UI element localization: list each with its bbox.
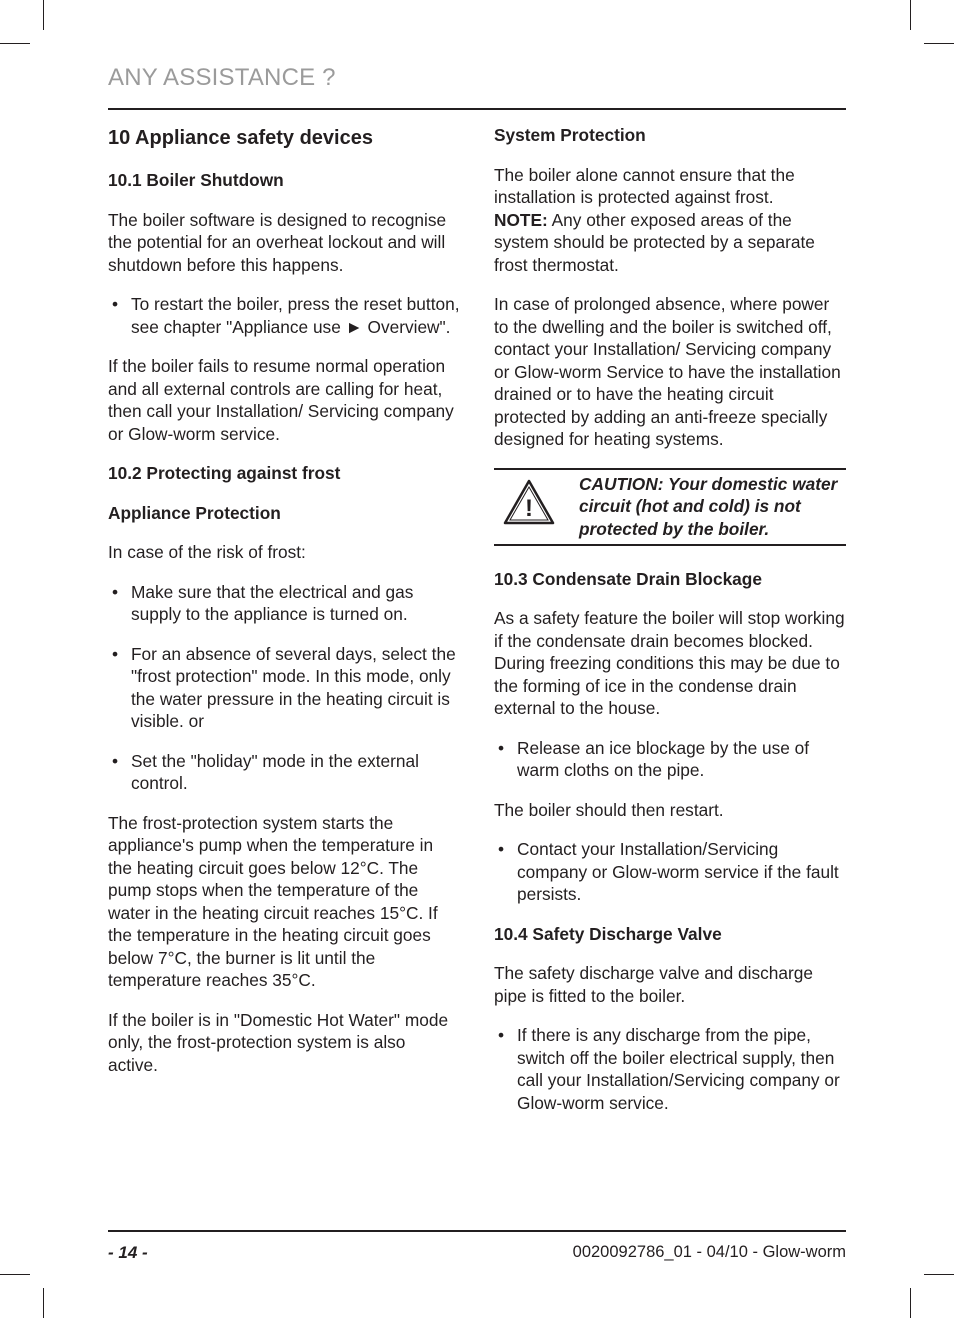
page-header-title: ANY ASSISTANCE ? [108,64,336,91]
crop-mark [924,43,954,44]
crop-mark [43,1288,44,1318]
paragraph: If the boiler is in "Domestic Hot Water" mode only, the frost-protection system is also active. [108,1009,449,1075]
note-text: Any other exposed areas of the system should be protected by a separate frost thermostat. [494,209,815,275]
paragraph: The boiler should then restart. [494,799,724,820]
crop-mark [910,0,911,30]
warning-triangle-icon [502,478,556,526]
heading-condensate-drain-blockage: 10.3 Condensate Drain Blockage [494,568,762,589]
paragraph: In case of prolonged absence, where power to the dwelling and the boiler is switched off, contact your Installation/ Servicing company or Glow-worm Service to have the installation drained or to have the heating circuit protected by adding an anti-freeze specially designed for heating systems. [494,294,841,449]
bullet-list [108,581,460,795]
paragraph-text: The boiler alone cannot ensure that the installation is protected against frost. [494,164,795,207]
crop-mark [910,1288,911,1318]
crop-mark [0,1274,30,1275]
paragraph: The safety discharge valve and discharge pipe is fitted to the boiler. [494,963,813,1006]
crop-mark [0,43,30,44]
document-reference: 0020092786_01 - 04/10 - Glow-worm [572,1243,846,1261]
list-item: • Contact your Installation/Servicing company or Glow-worm service if the fault persists. [494,838,846,906]
list-item: • Release an ice blockage by the use of warm cloths on the pipe. [494,737,846,782]
list-item: • To restart the boiler, press the reset button, see chapter "Appliance use ► Overview". [108,293,460,338]
bullet-list [494,737,846,782]
left-column [108,124,460,1093]
paragraph: The frost-protection system starts the appliance's pump when the temperature in the heating circuit goes below 12°C. The pump stops when the temperature of the water in the heating circuit reaches 15°C. If the temperature in the heating circuit goes below 7°C, the burner is lit until the temperature reaches 35°C. [108,812,438,990]
paragraph: In case of the risk of frost: [108,542,306,562]
bullet-list [494,1024,846,1114]
heading-safety-discharge-valve: 10.4 Safety Discharge Valve [494,923,722,944]
list-item: • Make sure that the electrical and gas supply to the appliance is turned on. [108,581,460,626]
section-title: 10 Appliance safety devices [108,127,373,149]
heading-protecting-against-frost: 10.2 Protecting against frost [108,463,341,483]
list-item: • If there is any discharge from the pipe, switch off the boiler electrical supply, then call your Installation/Servicing company or Glow-worm service. [494,1024,846,1114]
caution-box [494,468,846,546]
subheading-appliance-protection: Appliance Protection [108,502,281,523]
header-divider [108,108,846,110]
footer-divider [108,1230,846,1232]
bullet-list [494,838,846,906]
subheading-system-protection: System Protection [494,125,646,145]
list-item: • Set the "holiday" mode in the external control. [108,750,460,795]
note-label: NOTE: [494,209,548,230]
page-number: - 14 - [108,1243,148,1262]
crop-mark [43,0,44,30]
paragraph: If the boiler fails to resume normal operation and all external controls are calling for heat, then call your Installation/ Servicing company or Glow-worm service. [108,356,454,444]
warning-glyph: ! [525,494,533,522]
paragraph: As a safety feature the boiler will stop working if the condensate drain becomes blocked. During freezing conditions this may be due to the forming of ice in the condense drain external to the house. [494,608,845,718]
crop-mark [924,1274,954,1275]
paragraph [494,164,846,277]
paragraph: The boiler software is designed to recognise the potential for an overheat lockout and will shutdown before this happens. [108,209,447,275]
list-item: • For an absence of several days, select the "frost protection" mode. In this mode, only the water pressure in the heating circuit is visible. or [108,643,460,733]
caution-text: CAUTION: Your domestic water circuit (hot and cold) is not protected by the boiler. [579,473,838,539]
right-column [494,124,846,1131]
heading-boiler-shutdown: 10.1 Boiler Shutdown [108,170,284,190]
bullet-list [108,293,460,338]
